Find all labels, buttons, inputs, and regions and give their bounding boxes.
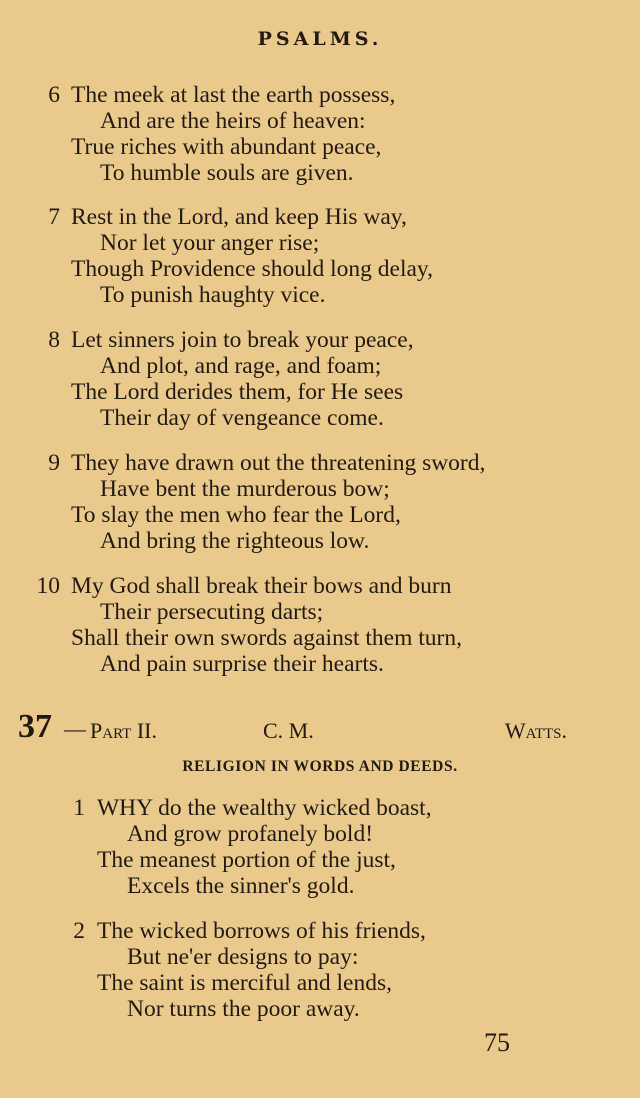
hymn-dash: — bbox=[64, 716, 86, 741]
stanza-number: 10 bbox=[36, 573, 60, 599]
verse-line: Rest in the Lord, and keep His way, bbox=[71, 204, 407, 230]
verse-line: The Lord derides them, for He sees bbox=[71, 379, 404, 405]
stanza-number: 1 bbox=[73, 795, 85, 821]
hymn-author: Watts. bbox=[504, 718, 567, 743]
stanza-number: 9 bbox=[48, 450, 60, 476]
verse-line: Have bent the murderous bow; bbox=[100, 476, 390, 502]
verse-line: And bring the righteous low. bbox=[100, 528, 370, 554]
hymn-meter: C. M. bbox=[263, 718, 314, 743]
hymn-title: RELIGION IN WORDS AND DEEDS. bbox=[182, 758, 458, 775]
verse-line: Their day of vengeance come. bbox=[100, 405, 384, 431]
verse-line: They have drawn out the threatening sword, bbox=[71, 450, 486, 476]
hymn-number: 37 bbox=[18, 708, 52, 745]
verse-line: And grow profanely bold! bbox=[127, 821, 374, 847]
running-title: PSALMS. bbox=[257, 28, 383, 50]
stanza-number: 7 bbox=[48, 204, 60, 230]
verse-line: Let sinners join to break your peace, bbox=[71, 327, 414, 353]
verse-line: The saint is merciful and lends, bbox=[97, 970, 392, 996]
page-number: 75 bbox=[484, 1028, 510, 1057]
verse-line: Shall their own swords against them turn, bbox=[71, 625, 462, 651]
verse-line: My God shall break their bows and burn bbox=[71, 573, 452, 599]
verse-line: Excels the sinner's gold. bbox=[127, 873, 355, 899]
stanza-number: 6 bbox=[48, 82, 60, 108]
verse-line: WHY do the wealthy wicked boast, bbox=[97, 795, 432, 821]
verse-line: To humble souls are given. bbox=[100, 160, 354, 186]
verse-line: The meanest portion of the just, bbox=[97, 847, 396, 873]
verse-line: To punish haughty vice. bbox=[100, 282, 326, 308]
verse-line: Their persecuting darts; bbox=[100, 599, 324, 625]
verse-line: The wicked borrows of his friends, bbox=[97, 918, 426, 944]
stanza-number: 8 bbox=[48, 327, 60, 353]
verse-line: But ne'er designs to pay: bbox=[127, 944, 359, 970]
verse-line: To slay the men who fear the Lord, bbox=[71, 502, 401, 528]
verse-line: The meek at last the earth possess, bbox=[71, 82, 396, 108]
verse-line: Though Providence should long delay, bbox=[71, 256, 434, 282]
verse-line: And pain surprise their hearts. bbox=[100, 651, 384, 677]
verse-line: True riches with abundant peace, bbox=[71, 134, 382, 160]
verse-line: Nor let your anger rise; bbox=[100, 230, 320, 256]
verse-line: And plot, and rage, and foam; bbox=[100, 353, 382, 379]
hymn-heading bbox=[0, 708, 640, 752]
hymn-part: Part II. bbox=[90, 718, 157, 743]
verse-line: Nor turns the poor away. bbox=[127, 996, 360, 1022]
stanza-number: 2 bbox=[73, 918, 85, 944]
verse-line: And are the heirs of heaven: bbox=[100, 108, 366, 134]
